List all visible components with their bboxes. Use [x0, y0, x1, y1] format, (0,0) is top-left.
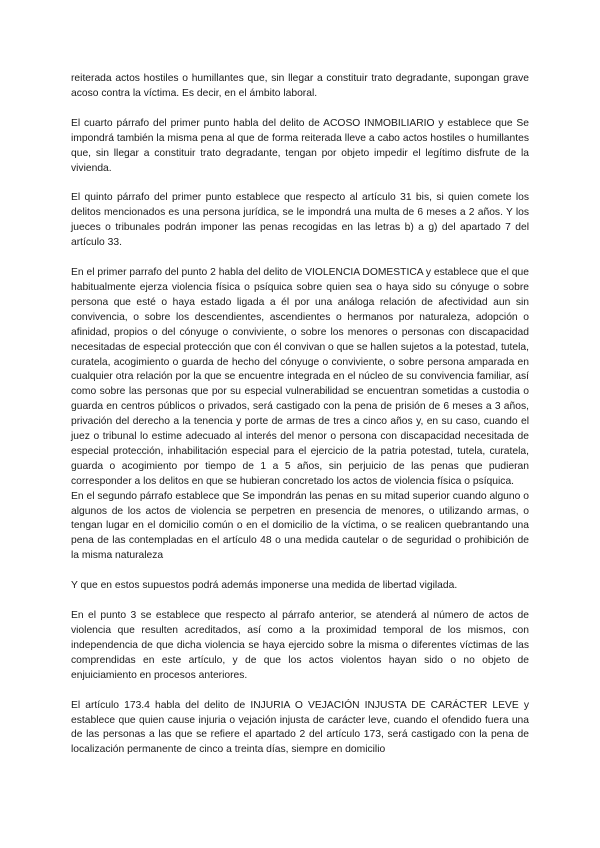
- paragraph-articulo-173-4: El artículo 173.4 habla del delito de INJURIA O VEJACIÓN INJUSTA DE CARÁCTER LEVE y establece que quien cause injuria o vejación injusta de carácter leve, cuando el ofendido fuera una de las personas a las que se refiere el apartado 2 del artículo 173, será castigado con la pena de localización permanente de cinco a treinta días, siempre en domicilio: [71, 699, 529, 756]
- paragraph-penas-mitad-superior: En el segundo párrafo establece que Se impondrán las penas en su mitad superior cuando alguno o algunos de los actos de violencia se perpetren en presencia de menores, o utilizando armas, o tengan lugar en el domicilio común o en el domicilio de la víctima, o se realicen quebrantando una pena de las contempladas en el artículo 48 o una medida cautelar o de seguridad o prohibición de la misma naturaleza: [71, 490, 529, 562]
- document-body: [71, 72, 529, 773]
- paragraph-libertad-vigilada: Y que en estos supuestos podrá además imponerse una medida de libertad vigilada.: [71, 580, 458, 592]
- paragraph-punto-3: En el punto 3 se establece que respecto al párrafo anterior, se atenderá al número de actos de violencia que resulten acreditados, así como a la proximidad temporal de los mismos, con independencia de que dicha violencia se haya ejercido sobre la misma o diferentes víctimas de las comprendidas en este artículo, y de que los actos violentos hayan sido o no objeto de enjuiciamiento en procesos anteriores.: [71, 610, 529, 681]
- paragraph-acoso-laboral-end: reiterada actos hostiles o humillantes que, sin llegar a constituir trato degradante, supongan grave acoso contra la víctima. Es decir, en el ámbito laboral.: [71, 73, 529, 99]
- paragraph-persona-juridica: El quinto párrafo del primer punto establece que respecto al artículo 31 bis, si quien comete los delitos mencionados es una persona jurídica, se le impondrá una multa de 6 meses a 2 años. Y los jueces o tribunales podrán imponer las penas recogidas en las letras b) a g) del apartado 7 del artículo 33.: [71, 192, 529, 249]
- paragraph-violencia-domestica: En el primer parrafo del punto 2 habla del delito de VIOLENCIA DOMESTICA y establece que el que habitualmente ejerza violencia física o psíquica sobre quien sea o haya sido su cónyuge o sobre persona que esté o haya estado ligada a él por una análoga relación de afectividad aun sin convivencia, o sobre los descendientes, ascendientes o hermanos por naturaleza, adopción o afinidad, propios o del cónyuge o conviviente, o sobre los menores o personas con discapacidad necesitadas de especial protección que con él convivan o que se hallen sujetos a la potestad, tutela, curatela, acogimiento o guarda de hecho del cónyuge o conviviente, o sobre persona amparada en cualquier otra relación por la que se encuentre integrada en el núcleo de su convivencia familiar, así como sobre las personas que por su especial vulnerabilidad se encuentran sometidas a custodia o guarda en centros públicos o privados, será castigado con la pena de prisión de 6 meses a 3 años, privación del derecho a la tenencia y porte de armas de tres a cinco años y, en su caso, cuando el juez o tribunal lo estime adecuado al interés del menor o persona con discapacidad necesitada de especial protección, inhabilitación especial para el ejercicio de la patria potestad, tutela, curatela, guarda o acogimiento por tiempo de 1 a 5 años, sin perjuicio de las penas que pudieran corresponder a los delitos en que se hubieran concretado los actos de violencia física o psíquica.: [71, 267, 529, 487]
- paragraph-acoso-inmobiliario: El cuarto párrafo del primer punto habla del delito de ACOSO INMOBILIARIO y establece que Se impondrá también la misma pena al que de forma reiterada lleve a cabo actos hostiles o humillantes que, sin llegar a constituir trato degradante, tengan por objeto impedir el legítimo disfrute de la vivienda.: [71, 117, 529, 174]
